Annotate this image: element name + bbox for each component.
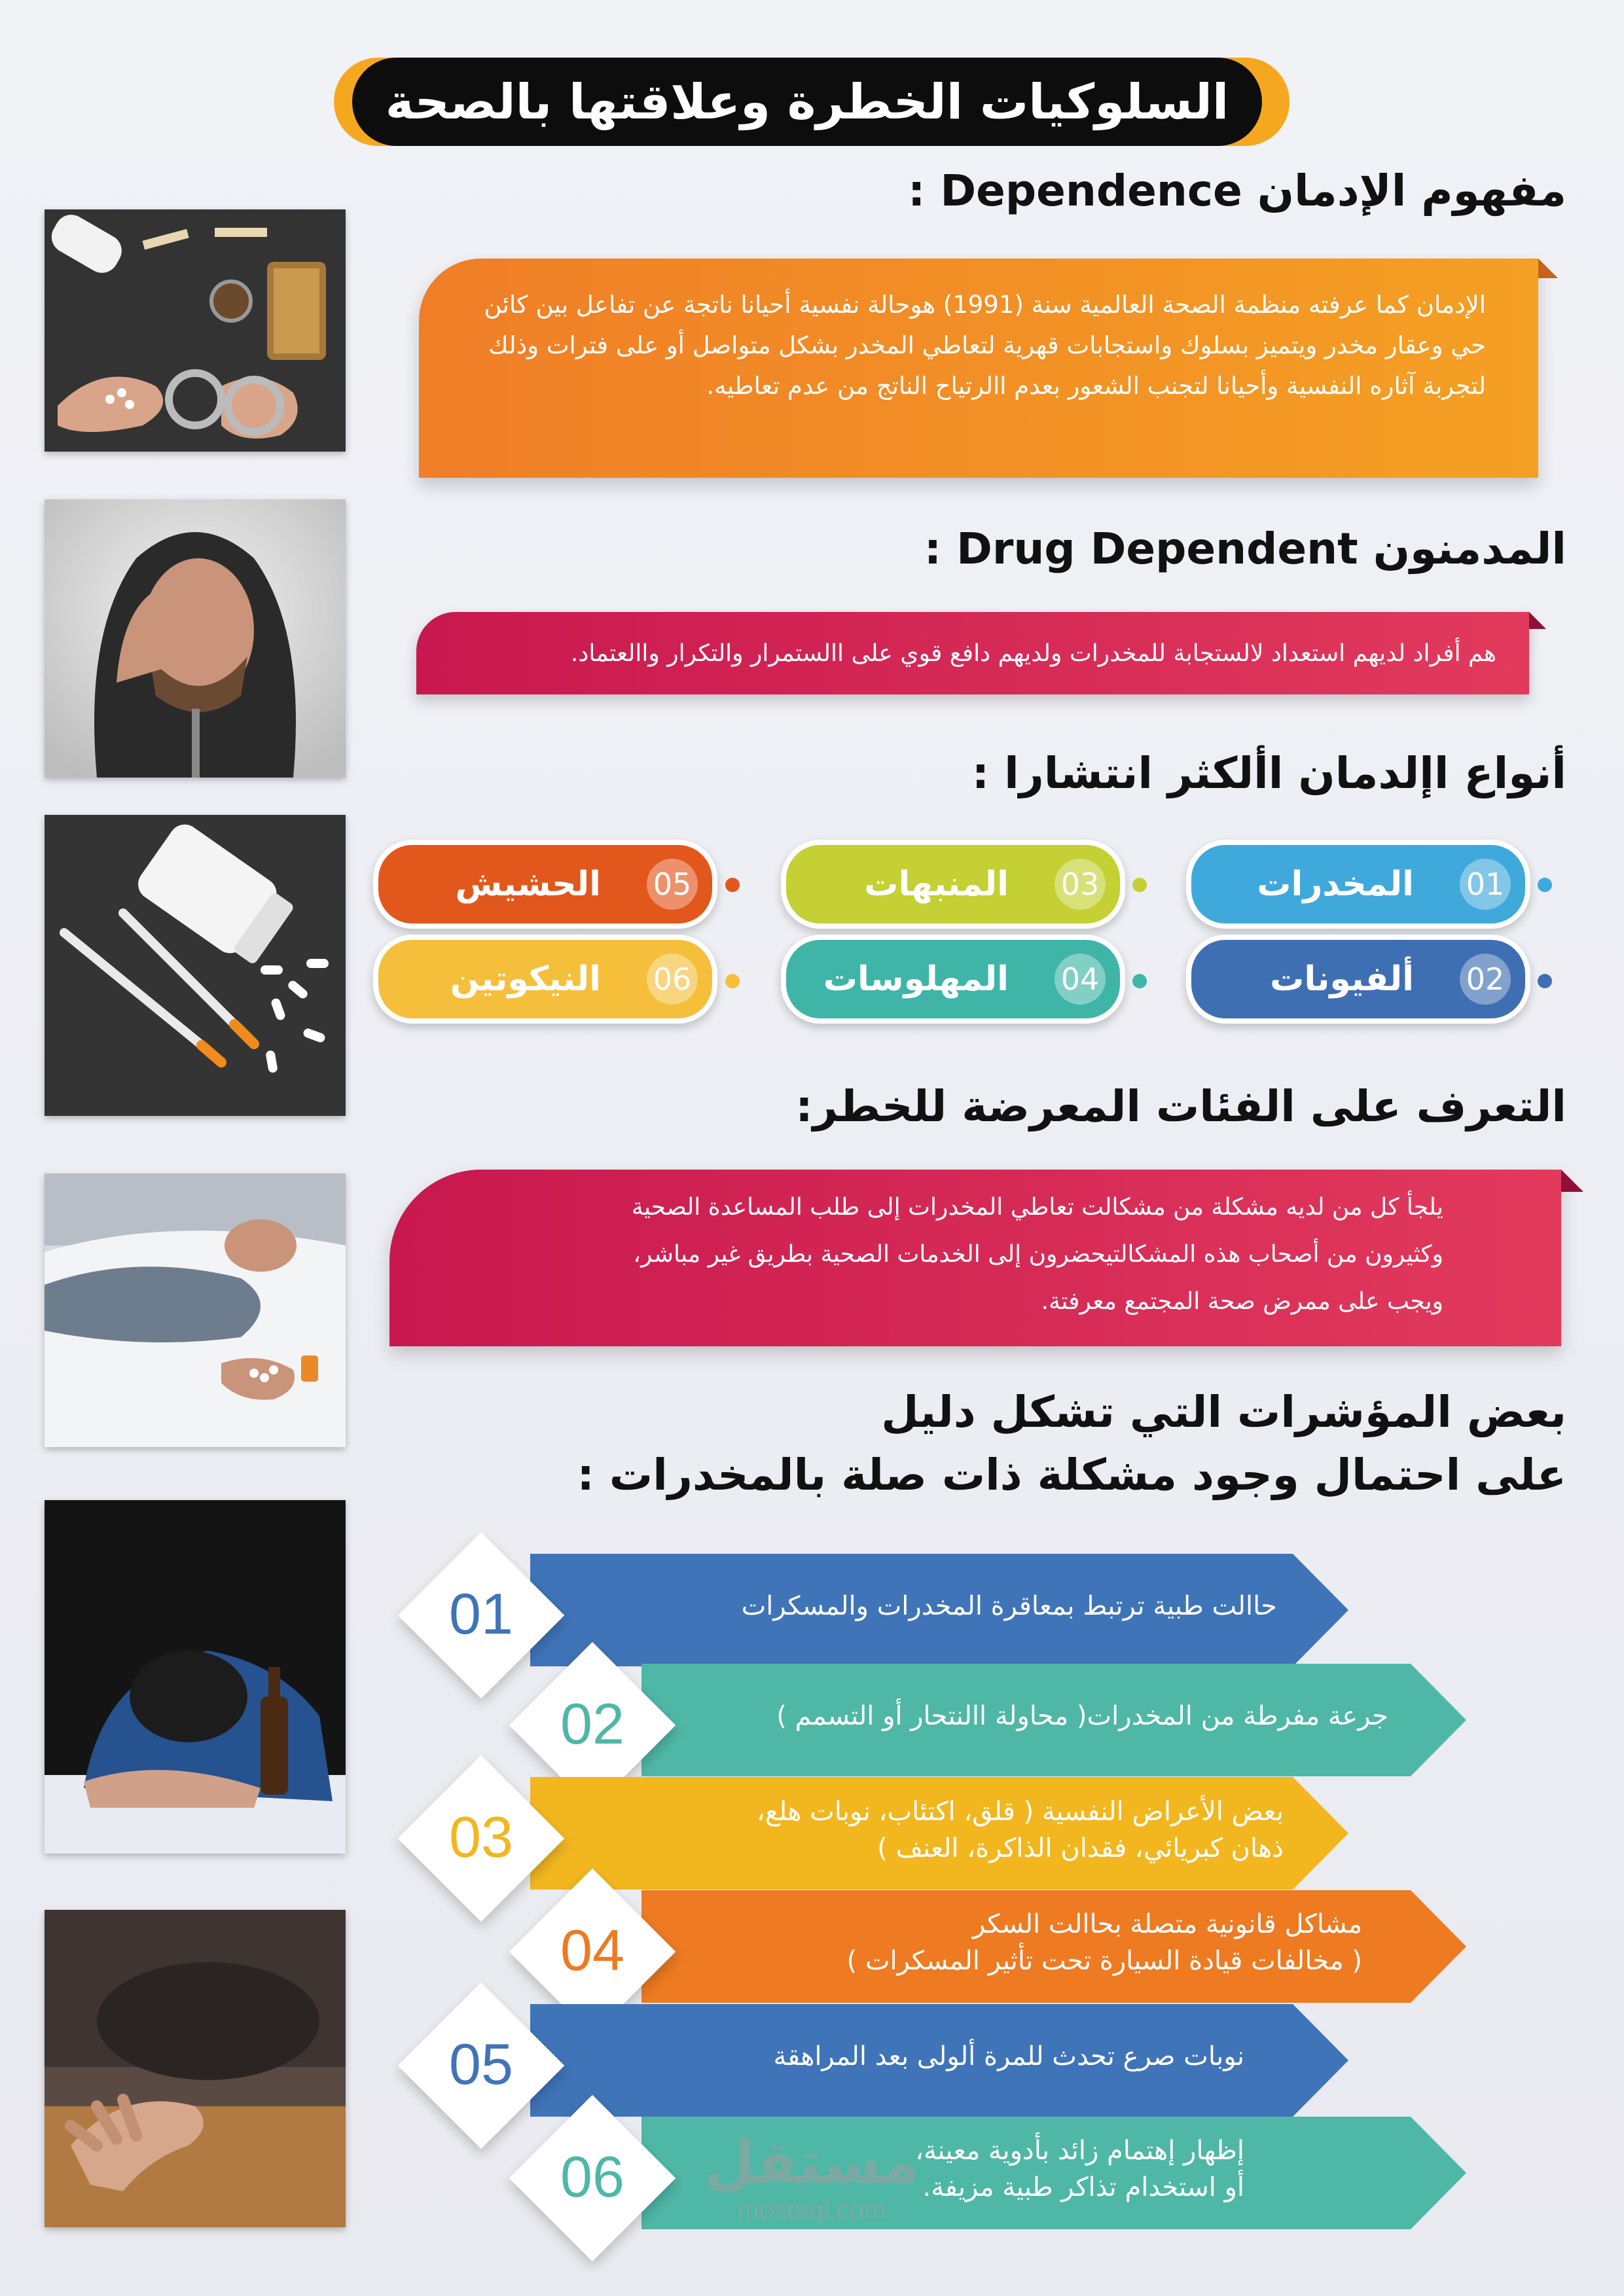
indicator-text-01	[623, 1588, 1277, 1624]
dependence-card	[419, 259, 1538, 478]
pills-cigarettes-handcuffs-photo	[45, 209, 346, 452]
risk-line: وكثيرون من أصحاب هذه المشكالتيحضرون إلى الخدمات الصحية بطريق غير مباشر،	[633, 1241, 1443, 1268]
drug-dependent-text: هم أفراد لديهم استعداد لالستجابة للمخدرات ولديهم دافع قوي على االستمرار والتكرار واالعتماد.	[570, 639, 1496, 667]
type-dot	[1132, 878, 1147, 892]
risk-line: ويجب على ممرض صحة المجتمع معرفتة.	[1041, 1288, 1443, 1315]
indicator-text-03	[629, 1793, 1284, 1867]
watermark-latin: mostaql.com	[737, 2196, 886, 2225]
types-heading: أنواع اإلدمان األكثر انتشارا :	[971, 748, 1566, 798]
type-label: المهلوسات	[823, 960, 1009, 999]
watermark-logo	[694, 2130, 929, 2225]
type-dot	[1132, 974, 1147, 988]
drug-dependent-strip	[416, 612, 1529, 694]
indicator-line: إظهار إهتمام زائد بأدوية معينة،	[915, 2136, 1244, 2166]
indicator-text-04	[708, 1906, 1362, 1979]
risk-groups-card	[389, 1170, 1561, 1346]
indicator-number-05: 05	[449, 2032, 513, 2096]
type-pill-03	[781, 840, 1125, 929]
dependence-text: الإدمان كما عرفته منظمة الصحة العالمية سنة (1991) هوحالة نفسية أحيانا ناتجة عن تفاعل بين كائن حي وعقار مخدر ويتميز بسلوك واستجابات قهرية لتعاطي المخدر بشكل متواصل أو على فترات وذلك لتجربة آثاره النفسية وأحيانا لتجنب الشعور بعدم االرتياح الناتج من عدم تعاطيه.	[484, 291, 1486, 400]
type-label: الحشيش	[455, 865, 601, 904]
man-in-bed-with-pills-photo	[45, 1174, 346, 1447]
type-number: 01	[1460, 859, 1511, 910]
type-dot	[725, 878, 740, 892]
indicator-line: نوبات صرع تحدث للمرة ألولى بعد المراهقة	[773, 2041, 1244, 2072]
indicators-heading-line2: على احتمال وجود مشكلة ذات صلة بالمخدرات :	[577, 1450, 1566, 1500]
dependence-heading: مفهوم الإدمان Dependence :	[907, 166, 1566, 216]
title-banner	[334, 58, 1290, 146]
type-dot	[1538, 878, 1552, 892]
type-label: النيكوتين	[450, 960, 601, 999]
indicator-text-05	[590, 2038, 1244, 2075]
type-number: 04	[1055, 954, 1106, 1005]
hooded-man-photo	[45, 499, 346, 778]
risk-line: يلجأ كل من لديه مشكلة من مشكالت تعاطي المخدرات إلى طلب المساعدة الصحية	[631, 1194, 1443, 1221]
type-number: 05	[647, 859, 698, 910]
indicator-line: حاالت طبية ترتبط بمعاقرة المخدرات والمسكرات	[741, 1591, 1277, 1621]
indicator-number-03: 03	[449, 1804, 513, 1869]
man-on-floor-photo	[45, 1910, 346, 2227]
card-fold	[1538, 259, 1558, 278]
type-label: المخدرات	[1257, 865, 1414, 904]
type-label: المنبهات	[864, 865, 1009, 904]
drug-dependent-heading: المدمنون Drug Dependent :	[924, 524, 1566, 574]
type-number: 06	[647, 954, 698, 1005]
indicator-line: جرعة مفرطة من المخدرات( محاولة االنتحار أو التسمم )	[776, 1701, 1388, 1731]
risk-groups-heading: التعرف على الفئات المعرضة للخطر:	[795, 1081, 1566, 1132]
indicator-number-01: 01	[449, 1581, 513, 1646]
indicator-line: ( مخالفات قيادة السيارة تحت تأثير المسكرات )	[846, 1946, 1362, 1976]
indicator-number-02: 02	[560, 1691, 624, 1756]
risk-groups-text	[429, 1184, 1443, 1325]
indicators-heading	[577, 1381, 1566, 1507]
type-pill-02	[1186, 935, 1530, 1024]
watermark-arabic: مستقل	[704, 2128, 920, 2197]
type-pill-06	[373, 935, 717, 1024]
type-dot	[1538, 974, 1552, 988]
card-fold	[1561, 1170, 1583, 1192]
indicators-heading-line1: بعض المؤشرات التي تشكل دليل	[881, 1387, 1566, 1437]
page-title: السلوكيات الخطرة وعلاقتها بالصحة	[385, 73, 1229, 130]
type-dot	[725, 974, 740, 988]
indicator-line: بعض الأعراض النفسية ( قلق، اكتئاب، نوبات هلع،	[756, 1797, 1284, 1827]
type-number: 03	[1055, 859, 1106, 910]
type-pill-04	[781, 935, 1125, 1024]
type-pill-01	[1186, 840, 1530, 929]
man-with-beer-bottle-photo	[45, 1500, 346, 1854]
indicator-number-04: 04	[560, 1918, 624, 1982]
type-pill-05	[373, 840, 717, 929]
indicator-line: أو استخدام تذاكر طبية مزيفة.	[922, 2172, 1244, 2202]
pill-bottle-syringes-photo	[45, 815, 346, 1116]
indicator-line: ذهان كبريائي، فقدان الذاكرة، العنف )	[877, 1833, 1284, 1863]
type-label: ألفيونات	[1270, 960, 1414, 999]
indicator-number-06: 06	[560, 2144, 624, 2209]
title-pill	[352, 58, 1262, 146]
type-number: 02	[1460, 954, 1511, 1005]
indicator-line: مشاكل قانونية متصلة بحاالت السكر	[973, 1909, 1362, 1939]
indicator-text-02	[668, 1698, 1388, 1734]
strip-fold	[1529, 612, 1546, 629]
